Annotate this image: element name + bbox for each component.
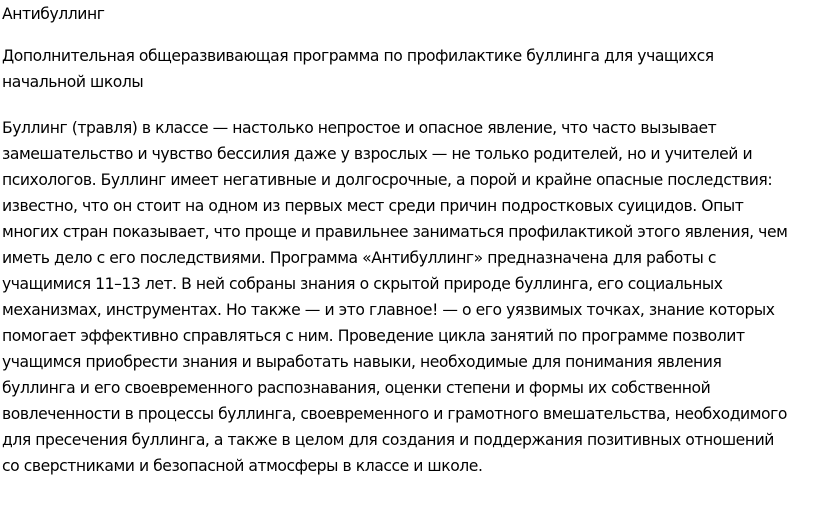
body-line: для пресечения буллинга, а также в целом для создания и поддержания позитивных отношений — [2, 431, 774, 449]
body-line: многих стран показывает, что проще и правильнее заниматься профилактикой этого явления, чем — [2, 223, 788, 241]
document-title: Антибуллинг — [2, 5, 105, 23]
body-line: помогает эффективно справляться с ним. Проведение цикла занятий по программе позволит — [2, 327, 745, 345]
body-line: со сверстниками и безопасной атмосферы в классе и школе. — [2, 457, 483, 475]
body-line: вовлеченности в процессы буллинга, своевременного и грамотного вмешательства, необходимого — [2, 405, 787, 423]
body-line: замешательство и чувство бессилия даже у взрослых — не только родителей, но и учителей и — [2, 145, 753, 163]
subtitle-line: начальной школы — [2, 73, 144, 91]
body-line: известно, что он стоит на одном из первых мест среди причин подростковых суицидов. Опыт — [2, 197, 744, 215]
body-line: Буллинг (травля) в классе — настолько непростое и опасное явление, что часто вызывает — [2, 119, 717, 137]
subtitle-line: Дополнительная общеразвивающая программа по профилактике буллинга для учащихся — [2, 47, 714, 65]
body-line: буллинга и его своевременного распознавания, оценки степени и формы их собственной — [2, 379, 711, 397]
body-line: учащимися 11–13 лет. В ней собраны знания о скрытой природе буллинга, его социальных — [2, 275, 723, 293]
body-line: психологов. Буллинг имеет негативные и долгосрочные, а порой и крайне опасные последствия: — [2, 171, 773, 189]
body-line: иметь дело с его последствиями. Программа «Антибуллинг» предназначена для работы с — [2, 249, 716, 267]
body-line: учащимся приобрести знания и выработать навыки, необходимые для понимания явления — [2, 353, 722, 371]
body-line: механизмах, инструментах. Но также — и это главное! — о его уязвимых точках, знание которых — [2, 301, 775, 319]
